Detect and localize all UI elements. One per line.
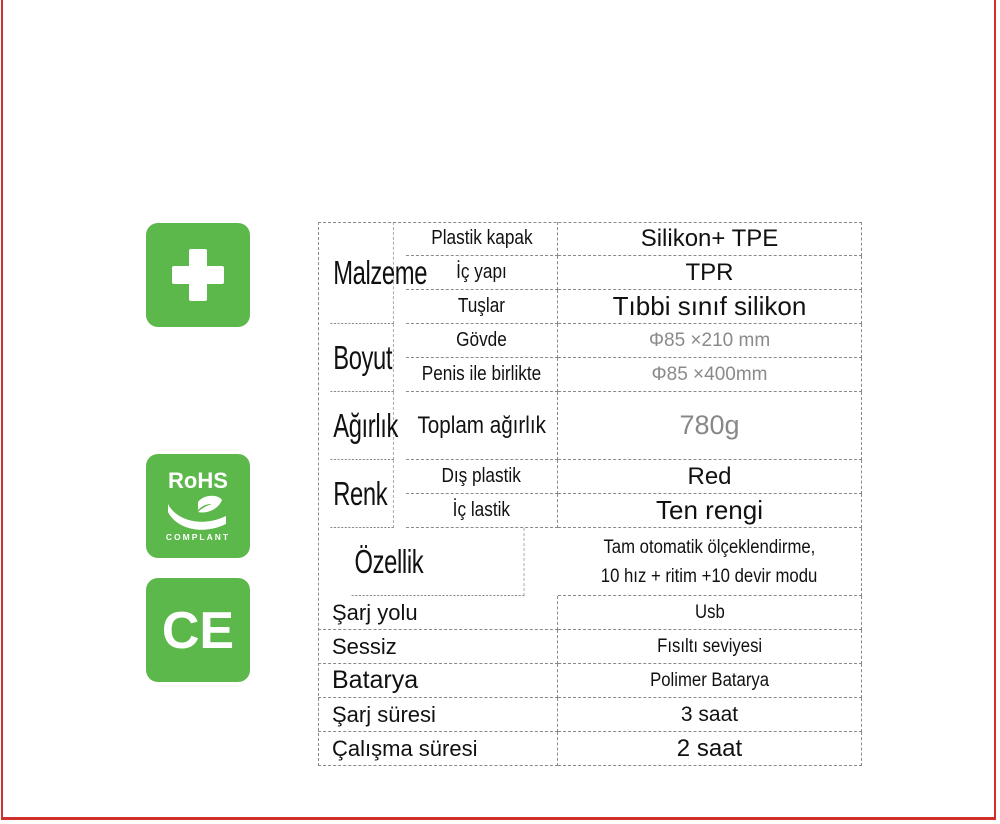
- size-part-with-penis: Penis ile birlikte: [406, 358, 558, 392]
- feature-label: Özellik: [352, 528, 525, 596]
- charge-method-value: Usb: [558, 596, 862, 630]
- ce-text: CE: [161, 602, 235, 660]
- color-part-outer: Dış plastik: [406, 460, 558, 494]
- size-label: Boyut: [330, 324, 393, 392]
- battery-label: Batarya: [318, 664, 558, 698]
- material-part-inner: İç yapı: [406, 256, 558, 290]
- weight-value-total: 780g: [558, 392, 862, 460]
- spec-table: [318, 222, 862, 766]
- weight-part-total: Toplam ağırlık: [406, 392, 558, 460]
- color-value-inner: Ten rengi: [558, 494, 862, 528]
- feature-line-1: Tam otomatik ölçeklendirme,: [603, 536, 816, 558]
- work-time-value: 2 saat: [558, 732, 862, 766]
- medical-cross-badge: [146, 223, 250, 327]
- medical-cross-icon: [168, 245, 228, 305]
- material-part-buttons: Tuşlar: [406, 290, 558, 324]
- size-value-body: Φ85 ×210 mm: [558, 324, 862, 358]
- feature-line-2: 10 hız + ritim +10 devir modu: [601, 565, 818, 587]
- size-value-with-penis: Φ85 ×400mm: [558, 358, 862, 392]
- size-part-body: Gövde: [406, 324, 558, 358]
- silent-label: Sessiz: [318, 630, 558, 664]
- material-label: Malzeme: [330, 222, 393, 324]
- rohs-title: RoHS: [168, 468, 228, 493]
- color-part-inner: İç lastik: [406, 494, 558, 528]
- rohs-badge: [146, 454, 250, 558]
- rohs-subtitle: COMPLANT: [165, 532, 231, 542]
- feature-value: [558, 528, 862, 596]
- ce-mark-icon: [158, 600, 238, 660]
- material-value-cover: Silikon+ TPE: [558, 222, 862, 256]
- color-label: Renk: [330, 460, 393, 528]
- material-value-buttons: Tıbbi sınıf silikon: [558, 290, 862, 324]
- ce-badge: [146, 578, 250, 682]
- charge-time-label: Şarj süresi: [318, 698, 558, 732]
- charge-time-value: 3 saat: [558, 698, 862, 732]
- work-time-label: Çalışma süresi: [318, 732, 558, 766]
- color-value-outer: Red: [558, 460, 862, 494]
- silent-value: Fısıltı seviyesi: [558, 630, 862, 664]
- battery-value: Polimer Batarya: [558, 664, 862, 698]
- charge-method-label: Şarj yolu: [318, 596, 558, 630]
- weight-label: Ağırlık: [330, 392, 393, 460]
- material-part-cover: Plastik kapak: [406, 222, 558, 256]
- rohs-compliant-icon: [146, 454, 250, 558]
- material-value-inner: TPR: [558, 256, 862, 290]
